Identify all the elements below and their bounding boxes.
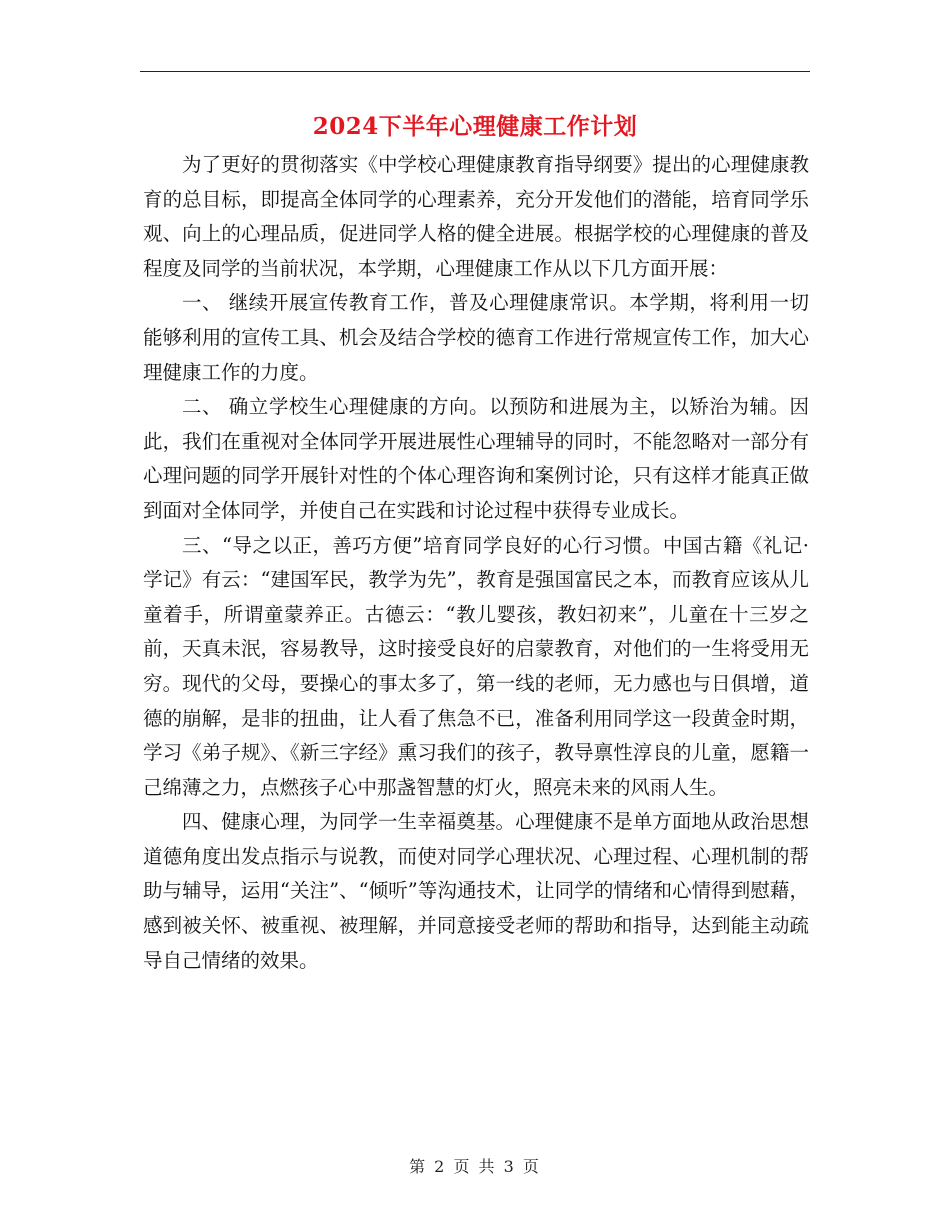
- document-body: [143, 148, 809, 978]
- paragraph-section-2: 二、 确立学校生心理健康的方向。以预防和进展为主，以矫治为辅。因此，我们在重视对全体同学开展进展性心理辅导的同时，不能忽略对一部分有心理问题的同学开展针对性的个体心理咨询和案例讨论，只有这样才能真正做到面对全体同学，并使自己在实践和讨论过程中获得专业成长。: [143, 395, 809, 522]
- document-title: 2024下半年心理健康工作计划: [312, 113, 638, 140]
- page-number-footer: 第 2 页 共 3 页: [409, 1157, 541, 1176]
- paragraph-section-4: 四、健康心理，为同学一生幸福奠基。心理健康不是单方面地从政治思想道德角度出发点指示与说教，而使对同学心理状况、心理过程、心理机制的帮助与辅导，运用“关注”、“倾听”等沟通技术，让同学的情绪和心情得到慰藉，感到被关怀、被重视、被理解，并同意接受老师的帮助和指导，达到能主动疏导自己情绪的效果。: [143, 810, 809, 972]
- paragraph-intro: 为了更好的贯彻落实《中学校心理健康教育指导纲要》提出的心理健康教育的总目标，即提高全体同学的心理素养，充分开发他们的潜能，培育同学乐观、向上的心理品质，促进同学人格的健全进展。根据学校的心理健康的普及程度及同学的当前状况，本学期，心理健康工作从以下几方面开展：: [143, 153, 809, 280]
- header-rule: [140, 71, 810, 72]
- paragraph-section-3: 三、“导之以正，善巧方便”培育同学良好的心行习惯。中国古籍《礼记·学记》有云：“建国军民，教学为先”，教育是强国富民之本，而教育应该从儿童着手，所谓童蒙养正。古德云：“教儿婴孩，教妇初来”，儿童在十三岁之前，天真未泯，容易教导，这时接受良好的启蒙教育，对他们的一生将受用无穷。现代的父母，要操心的事太多了，第一线的老师，无力感也与日俱增，道德的崩解，是非的扭曲，让人看了焦急不已，准备利用同学这一段黄金时期，学习《弟子规》、《新三字经》熏习我们的孩子，教导禀性淳良的儿童，愿籍一己绵薄之力，点燃孩子心中那盏智慧的灯火，照亮未来的风雨人生。: [143, 533, 809, 799]
- paragraph-section-1: 一、 继续开展宣传教育工作，普及心理健康常识。本学期，将利用一切能够利用的宣传工具、机会及结合学校的德育工作进行常规宣传工作，加大心理健康工作的力度。: [143, 291, 809, 384]
